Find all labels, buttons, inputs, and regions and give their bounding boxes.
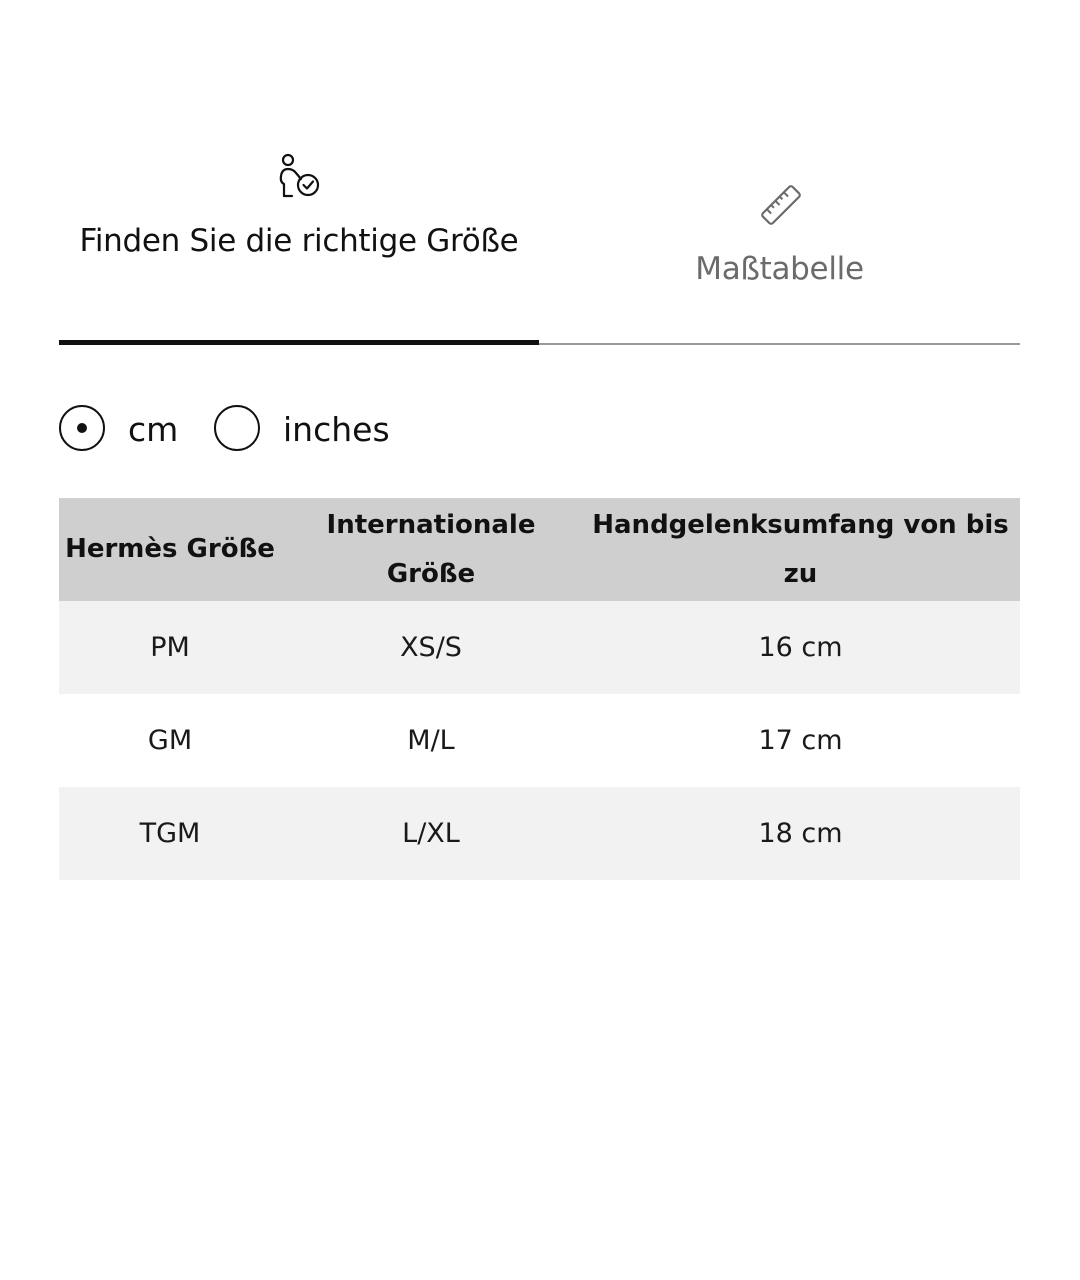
radio-selected-dot	[77, 423, 87, 433]
table-row	[59, 694, 1020, 787]
unit-label-inches: inches	[283, 410, 390, 449]
tab-find-size[interactable]	[59, 130, 539, 347]
tab-measurement-table-label: Maßtabelle	[695, 251, 864, 287]
cell-wrist-circumference: 17 cm	[758, 725, 843, 756]
size-table	[59, 498, 1020, 880]
radio-cm[interactable]	[59, 405, 105, 451]
column-header-international-size: Internationale Größe	[326, 509, 536, 589]
cell-international-size: M/L	[407, 725, 455, 756]
column-header-hermes-size: Hermès Größe	[65, 534, 275, 564]
tab-measurement-table[interactable]	[539, 130, 1020, 347]
person-check-icon	[275, 152, 323, 200]
unit-option-cm[interactable]	[59, 404, 189, 456]
table-header-row	[59, 498, 1020, 601]
cell-hermes-size: TGM	[139, 818, 201, 849]
cell-hermes-size: GM	[147, 725, 193, 756]
active-tab-underline	[59, 340, 539, 345]
cell-wrist-circumference: 18 cm	[758, 818, 843, 849]
cell-wrist-circumference: 16 cm	[758, 632, 843, 663]
unit-label-cm: cm	[128, 410, 179, 449]
cell-international-size: XS/S	[400, 632, 462, 663]
cell-international-size: L/XL	[402, 818, 460, 849]
table-row	[59, 787, 1020, 880]
inactive-tab-underline	[539, 343, 1020, 345]
unit-selector	[59, 404, 559, 456]
unit-option-inches[interactable]	[214, 404, 414, 456]
cell-hermes-size: PM	[150, 632, 190, 663]
ruler-icon	[757, 181, 805, 229]
tab-find-size-label: Finden Sie die richtige Größe	[79, 223, 519, 259]
table-row	[59, 601, 1020, 694]
radio-inches[interactable]	[214, 405, 260, 451]
size-guide-tabs	[59, 130, 1020, 347]
column-header-wrist-circumference: Handgelenksumfang von bis zu	[592, 509, 1009, 589]
